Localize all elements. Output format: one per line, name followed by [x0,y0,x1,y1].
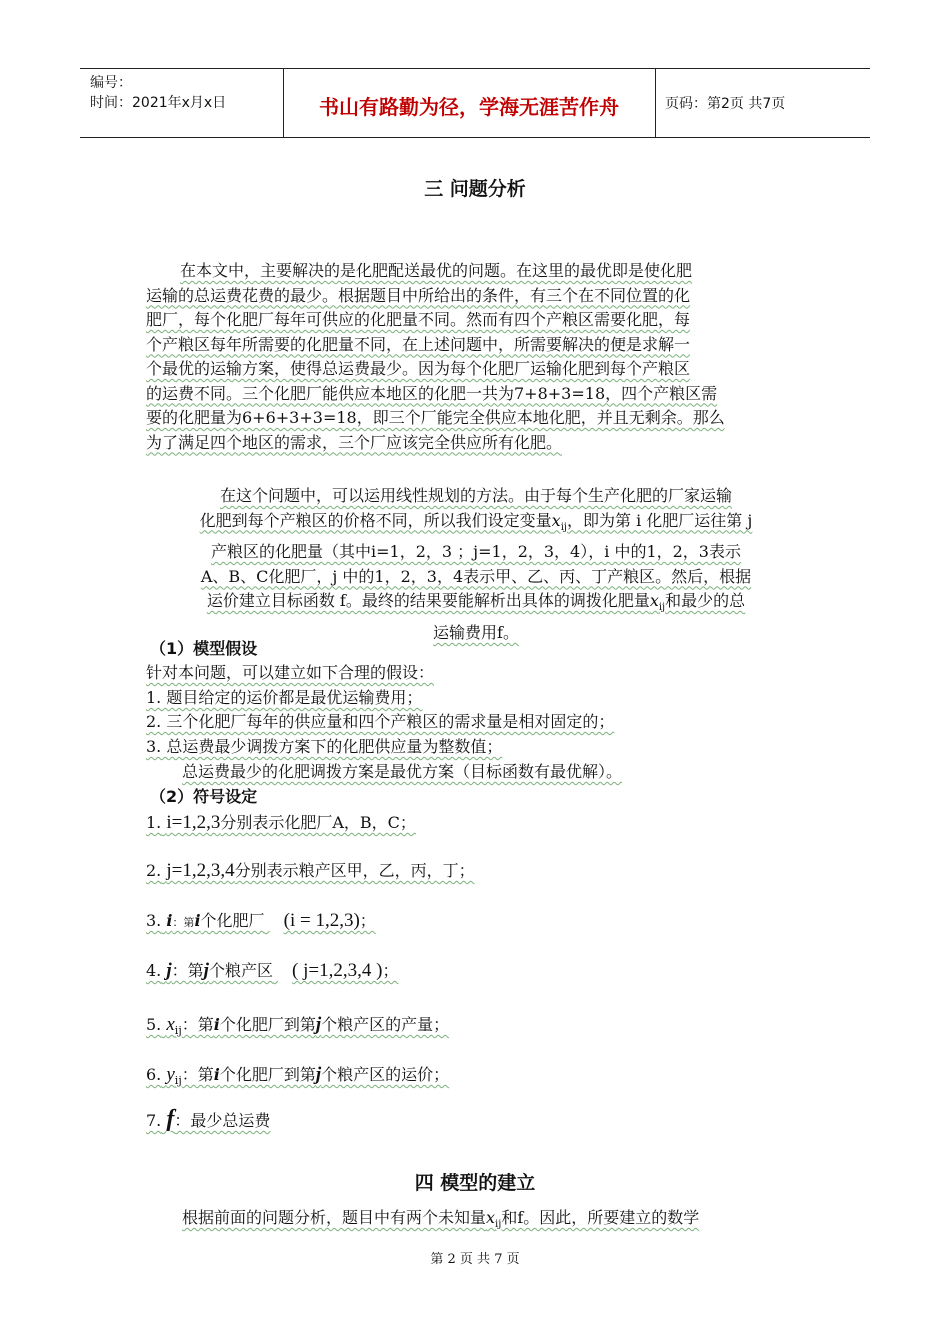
page-footer: 第 2 页 共 7 页 [430,1252,520,1267]
variable-j: j [166,960,172,981]
symbol-description: 分别表示化肥厂A，B，C； [220,813,416,832]
text-fragment: ：第 [181,1065,214,1084]
item-number: 7. [146,1111,162,1130]
assumption-item: 2. 三个化肥厂每年的供应量和四个产粮区的需求量是相对固定的； [146,712,615,731]
symbol-item [146,858,475,882]
item-number: 2. [146,861,162,880]
variable-f: f [166,1106,175,1132]
symbol-item [146,958,398,982]
text-line: 在这个问题中，可以运用线性规划的方法。由于每个生产化肥的厂家运输 [219,486,732,505]
text-fragment: 和f。因此，所要建立的数学 [501,1208,700,1227]
symbol-description: ：最少总运费 [174,1111,271,1130]
variable-x: x [486,1208,496,1227]
section4-paragraph [182,1205,699,1230]
doc-number-label: 编号： [90,75,132,91]
text-fragment: 个粮产区的运价； [321,1065,450,1084]
text-line: 个最优的运输方案，使得总运费最少。因为每个化肥厂运输化肥到每个产粮区 [146,359,691,378]
item-number: 5. [146,1015,162,1034]
variable-subscript: ij [495,1219,502,1231]
symbol-description: 分别表示粮产区甲，乙，丙，丁； [234,861,475,880]
variable-j: j [315,1064,322,1085]
text-fragment: 个化肥厂到第 [219,1065,316,1084]
text-fragment: 化肥到每个产粮区的价格不同，所以我们设定变量 [199,510,552,530]
subsection-title-symbols: （2）符号设定 [150,787,258,806]
header-divider [655,69,656,137]
item-number: 6. [146,1065,162,1084]
variable-i: i [194,911,201,930]
header-meta [90,73,226,113]
page-header [80,68,870,138]
header-page-label: 页码：第2页 共7页 [665,96,786,112]
formula-i-range: (i = 1,2,3) [283,910,360,931]
variable-i: i [213,1015,220,1034]
variable-subscript: ij [658,602,666,614]
text-line: 的运费不同。三个化肥厂能供应本地区的化肥一共为7+8+3=18，四个产粮区需 [146,383,718,403]
text-line: 运输费用f。 [433,622,519,642]
separator: ：第 [172,916,195,929]
variable-i: i [166,911,173,930]
symbol-item [146,810,416,834]
text-line: 个产粮区每年所需要的化肥量不同，在上述问题中，所需要解决的便是求解一 [146,334,691,354]
text-line: 要的化肥量为6+6+3+3=18，即三个厂能完全供应本地化肥，并且无剩余。那么 [146,408,725,427]
symbol-description: 个化肥厂 [200,911,265,930]
text-fragment: 个粮产区的产量； [321,1015,450,1034]
text-line: 为了满足四个地区的需求，三个厂应该完全供应所有化肥。 [146,432,563,452]
symbol-item [146,1012,449,1037]
text-line: 在本文中，主要解决的是化肥配送最优的问题。在这里的最优即是使化肥 [180,261,693,280]
subsection-title-assumptions: （1）模型假设 [150,639,258,658]
text-line: 肥厂，每个化肥厂每年可供应的化肥量不同。然而有四个产粮区需要化肥，每 [146,310,691,329]
doc-time-label: 时间：2021年x月x日 [90,95,227,111]
punctuation: ； [359,911,376,930]
variable-i: i [213,1065,220,1084]
separator: ：第 [171,961,204,980]
text-line: A、B、C化肥厂，j 中的1，2，3，4表示甲、乙、丙、丁产粮区。然后，根据 [200,566,752,586]
assumption-item: 总运费最少的化肥调拨方案是最优方案（目标函数有最优解）。 [182,762,623,781]
symbol-item [146,1106,270,1133]
variable-j: j [315,1014,322,1035]
assumption-item: 3. 总运费最少调拨方案下的化肥供应量为整数值； [146,737,503,756]
text-line [146,509,806,541]
variable-subscript: ij [174,1074,182,1088]
punctuation: ； [382,961,399,980]
item-number: 1. [146,813,162,832]
section-title: 四 模型的建立 [414,1172,536,1194]
assumption-intro: 针对本问题，可以建立如下合理的假设： [146,663,435,682]
formula-j-range: ( j=1,2,3,4 ) [292,960,383,981]
item-number: 3. [146,911,162,930]
paragraph-problem-intro [146,259,806,455]
variable-j: j [203,960,209,981]
variable-subscript: ij [174,1024,182,1038]
text-line: 产粮区的化肥量（其中i=1，2，3 ；j=1，2，3，4），i 中的1，2，3表示 [211,542,741,562]
item-number: 4. [146,961,162,980]
text-fragment: 和最少的总 [665,591,746,611]
variable-y: y [166,1064,175,1085]
variable-x: x [649,591,659,611]
variable-x: x [166,1014,175,1035]
symbol-description: 个粮产区 [208,961,273,980]
text-fragment: ：第 [181,1015,214,1034]
symbol-item [146,1062,449,1087]
text-fragment: 个化肥厂到第 [219,1015,316,1034]
text-line [146,589,806,621]
text-fragment: ，即为第 i 化肥厂运往第 j [567,510,753,530]
formula-j-range: j=1,2,3,4 [166,860,235,881]
variable-x: x [551,510,561,530]
symbol-item [146,908,376,932]
variable-subscript: ij [560,521,567,533]
text-fragment: 运价建立目标函数 f。最终的结果要能解析出具体的调拨化肥量 [206,591,650,611]
header-motto: 书山有路勤为径，学海无涯苦作舟 [319,95,619,119]
text-fragment: 根据前面的问题分析，题目中有两个未知量 [182,1208,487,1227]
section-title: 三 问题分析 [424,178,526,200]
assumption-item: 1. 题目给定的运价都是最优运输费用； [146,688,423,707]
paragraph-method [146,484,806,645]
formula-i-range: i=1,2,3 [166,812,221,833]
text-line: 运输的总运费花费的最少。根据题目中所给出的条件，有三个在不同位置的化 [146,285,691,305]
